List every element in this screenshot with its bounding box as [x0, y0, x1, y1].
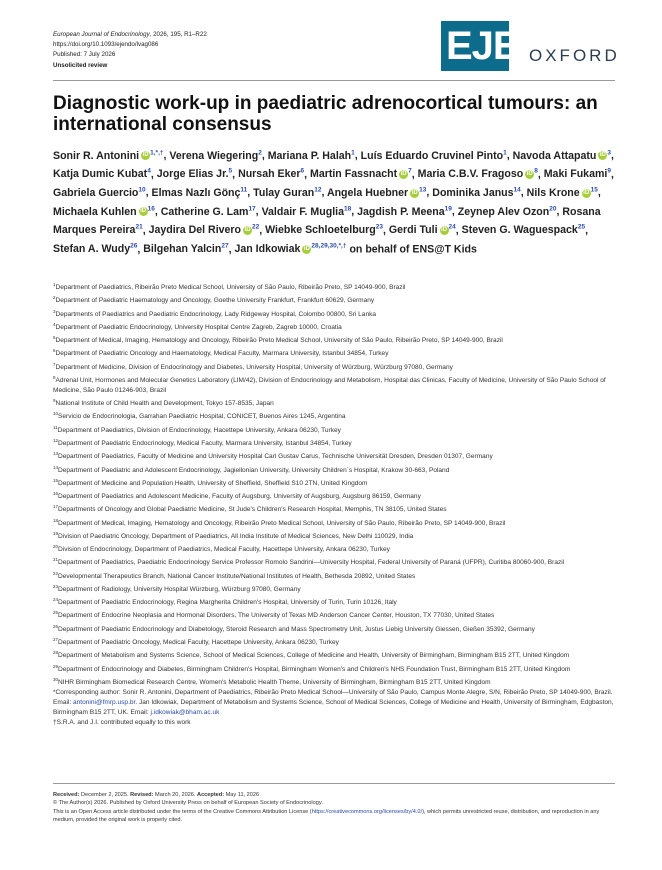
orcid-icon[interactable]: iD	[411, 189, 418, 196]
author-affiliation-ref[interactable]: 2	[258, 149, 262, 156]
affiliation-text: Department of Endocrine Neoplasia and Hormonal Disorders, The University of Texas MD Anderson Cancer Center, Houston, TX 77030, United States	[58, 612, 495, 620]
affiliation-text: Developmental Therapeutics Branch, National Cancer Institute/National Institutes of Health, Bethesda 20892, United States	[58, 572, 416, 580]
author	[310, 168, 412, 180]
author-name: Mariana P. Halah	[267, 149, 352, 162]
author-name: Stefan A. Wudy	[53, 243, 131, 256]
author-affiliation-ref[interactable]: 21	[135, 223, 143, 231]
author-affiliation-ref[interactable]: 8	[534, 167, 538, 175]
author	[53, 206, 155, 218]
affiliation	[53, 346, 617, 359]
affiliations	[53, 280, 617, 728]
affiliation-text: Department of Medical, Imaging, Hematology and Oncology, Ribeirão Preto Medical School, University of São Paulo, Ribeirão Preto, SP 14049-900, Brazil	[55, 337, 503, 345]
author	[143, 243, 228, 255]
author-affiliation-ref[interactable]: 25	[577, 223, 586, 231]
affiliation-text: Department of Medical, Imaging, Hematology and Oncology, Ribeirão Preto Medical School, University of São Paulo, Ribeirão Preto, SP 14049-900, Brazil	[58, 519, 506, 527]
history-dates: Received: December 2, 2025. Revised: March 20, 2026. Accepted: May 11, 2026	[53, 792, 260, 798]
author	[53, 150, 164, 162]
affiliation	[53, 595, 617, 608]
author-name: Elmas Nazlı Gönç	[151, 187, 241, 199]
affiliation-number: 18	[53, 517, 59, 523]
header-divider	[53, 80, 615, 81]
author-affiliation-ref[interactable]: 3	[607, 149, 612, 156]
affiliation-number: 13	[53, 451, 59, 457]
email-link[interactable]: antonini@fmrp.usp.br	[73, 699, 136, 707]
affiliation	[53, 396, 617, 409]
author-name: Zeynep Alev Ozon	[457, 205, 550, 218]
affiliation-text: Department of Endocrinology and Diabetes, Birmingham Children's Hospital, Birmingham Women's and Children's NHS Foundation Trust, Birmingham B15 2TT, United Kingdom	[58, 665, 571, 673]
author-name: Valdair F. Muglia	[261, 205, 344, 218]
affiliation	[53, 622, 617, 635]
affiliation-text: Departments of Paediatrics and Paediatric Endocrinology, Lady Ridgeway Hospital, Colombo 00800, Sri Lanka	[55, 310, 377, 318]
author-affiliation-ref[interactable]: 16	[147, 205, 155, 213]
affiliation-text: Department of Paediatric Oncology, Medical Faculty, Hacettepe University, Ankara 06230, Turkey	[58, 639, 339, 647]
author	[149, 224, 260, 236]
citation: , 2026, 195, R1–R22	[149, 31, 207, 38]
author	[527, 187, 598, 199]
affiliation	[53, 489, 617, 502]
affiliation-number: 7	[53, 361, 56, 367]
author-name: Angela Huebner	[326, 187, 409, 199]
author	[53, 243, 137, 255]
eje-logo-text: EJE	[446, 24, 519, 68]
published-date: Published: 7 July 2026	[53, 51, 116, 59]
affiliation-text: Department of Paediatrics, Ribeirão Preto Medical School, University of São Paulo, Ribeirão Preto, SP 14049-900, Brazil	[55, 284, 406, 292]
affiliation	[53, 360, 617, 373]
author	[238, 168, 304, 180]
license: This is an Open Access article distributed under the terms of the Creative Commons Attribution License (https://creativecommons.org/licenses/by/4.0/), which permits unrestricted reuse, distribution, and reproduction in any medium, provided the original work is properly cited.	[53, 808, 600, 824]
author	[253, 187, 321, 199]
author-affiliation-ref[interactable]: 10	[138, 186, 146, 194]
affiliation	[53, 662, 617, 675]
affiliation-text: National Institute of Child Health and Development, Tokyo 157-8535, Japan	[55, 400, 274, 408]
affiliation-number: 19	[53, 530, 59, 536]
author-name: Wiebke Schloetelburg	[265, 224, 376, 237]
author-name: Nursah Eker	[238, 168, 301, 181]
orcid-icon[interactable]: iD	[244, 227, 251, 234]
author-affiliation-ref[interactable]: 22	[252, 223, 260, 231]
affiliation-text: Department of Medicine, Division of Endocrinology and Diabetes, University Hospital, University of Würzburg, Würzburg 97080, Germany	[55, 363, 453, 371]
doi-link[interactable]: https://doi.org/10.1093/ejendo/lvag086	[53, 41, 159, 49]
affiliation-number: 12	[53, 438, 59, 444]
author-name: Navoda Attapatu	[512, 149, 597, 162]
affiliation	[53, 608, 617, 621]
affiliation-number: 6	[53, 348, 56, 354]
affiliation	[53, 449, 617, 462]
author-affiliation-ref[interactable]: 27	[221, 242, 229, 250]
affiliation	[53, 502, 617, 515]
author-name: Gabriela Guercio	[53, 187, 139, 199]
author-name: Nils Krone	[526, 187, 580, 199]
affiliation-number: 21	[53, 557, 59, 563]
author-affiliation-ref[interactable]: 18	[343, 205, 352, 213]
affiliation-text: Division of Paediatric Oncology, Department of Paediatrics, All India Institute of Medical Sciences, New Delhi 110029, India	[58, 533, 414, 541]
copyright: © The Author(s) 2026. Published by Oxford University Press on behalf of European Society of Endocrinology.	[53, 800, 323, 807]
affiliation-text: Adrenal Unit, Hormones and Molecular Genetics Laboratory (LIM/42), Division of Endocrinology and Metabolism, Hospital das Clinicas, Faculty of Medicine, University of São Paulo School of Medicine, São Paulo 01246-903, Brazil	[53, 377, 606, 395]
author-affiliation-ref[interactable]: 9	[607, 167, 611, 175]
author	[389, 224, 456, 236]
footer-divider	[53, 783, 615, 784]
affiliation-text: NIHR Birmingham Biomedical Research Centre, Women's Metabolic Health Theme, University of Birmingham, Birmingham B15 2TT, United Kingdom	[58, 678, 491, 686]
affiliation-number: 9	[53, 398, 56, 404]
author-name: Tulay Guran	[253, 187, 315, 199]
author-affiliation-ref[interactable]: 26	[130, 242, 138, 250]
affiliation	[53, 320, 617, 333]
author	[432, 187, 520, 199]
author-name: Luís Eduardo Cruvinel Pinto	[360, 149, 504, 162]
author-name: Bilgehan Yalcin	[143, 243, 222, 256]
affiliation-number: 3	[53, 308, 56, 314]
affiliation-number: 23	[53, 583, 59, 589]
corresponding-author: *Corresponding author: Sonir R. Antonini, Department of Paediatrics, Ribeirão Preto Medical School—University of São Paulo, Campus Monte Alegre, S/N, Ribeirão Preto, SP 14049-900, Brazil. Email: antonini@fmrp.usp.br. Jan Idkowiak, Department of Metabolism and Systems Science, School of Medical Sciences, College of Medicine and Health, University of Birmingham, Edgbaston, Birmingham B15 2TT, UK. Email: j.idkowiak@bham.ac.uk	[53, 689, 614, 717]
affiliation	[53, 293, 617, 306]
author-name: Maria C.B.V. Fragoso	[417, 168, 524, 181]
author-name: Verena Wiegering	[169, 149, 259, 162]
affiliation	[53, 648, 617, 661]
orcid-icon[interactable]: iD	[303, 245, 310, 252]
affiliation-text: Departments of Oncology and Global Paediatric Medicine, St Jude's Children's Research Hospital, Memphis, TN 38105, United States	[58, 506, 447, 514]
affiliation-number: 10	[53, 411, 59, 417]
author-name: Jorge Elias Jr.	[156, 168, 229, 181]
author-name: Katja Dumic Kubat	[53, 168, 148, 181]
affiliation	[53, 476, 617, 489]
affiliation-number: 26	[53, 623, 59, 629]
affiliation-number: 11	[53, 424, 58, 430]
affiliation-number: 14	[53, 464, 59, 470]
author-affiliation-ref[interactable]: 7	[408, 167, 412, 175]
affiliation-text: Department of Paediatrics, Division of Endocrinology, Hacettepe University, Ankara 06230, Turkey	[57, 426, 341, 434]
affiliation-text: Department of Metabolism and Systems Science, School of Medical Sciences, College of Medicine and Health, University of Birmingham, Birmingham B15 2TT, United Kingdom	[58, 652, 570, 660]
affiliation	[53, 307, 617, 320]
author	[462, 224, 585, 236]
author-affiliation-ref[interactable]: 17	[248, 205, 256, 213]
author-name: Maki Fukami	[543, 168, 608, 181]
publisher-logo: OXFORD	[529, 46, 620, 65]
author	[152, 187, 248, 199]
affiliation-text: Servicio de Endocrinologia, Garrahan Paediatric Hospital, CONICET, Buenos Aires 1245, Argentina	[58, 413, 346, 421]
author-affiliation-ref[interactable]: 11	[240, 186, 248, 194]
author-name: Steven G. Waguespack	[461, 224, 578, 237]
equal-contribution-note: †S.R.A. and J.I. contributed equally to this work	[53, 719, 191, 727]
affiliation-text: Department of Paediatrics, Paediatric Endocrinology Service Professor Romolo Sandrini—University Hospital, Federal University of Paraná (UFPR), Curitiba 80060-900, Brazil	[58, 559, 565, 567]
author	[265, 224, 383, 236]
journal-name: European Journal of Endocrinology	[53, 31, 150, 38]
orcid-icon[interactable]: iD	[142, 152, 149, 159]
orcid-icon[interactable]: iD	[526, 170, 533, 177]
author-affiliation-ref[interactable]: 14	[513, 186, 521, 194]
author-affiliation-ref[interactable]: 4	[147, 167, 151, 175]
affiliation-text: Department of Paediatrics, Faculty of Medicine and University Hospital Carl Gustav Carus, Technische Universität Dresden, Dresden 01307, Germany	[58, 453, 493, 461]
author	[327, 187, 426, 199]
group-author: on behalf of ENS@T Kids	[349, 243, 477, 256]
affiliation	[53, 280, 617, 293]
author	[513, 150, 611, 162]
affiliation-number: 16	[53, 491, 59, 497]
orcid-icon[interactable]: iD	[441, 227, 448, 234]
affiliation	[53, 516, 617, 529]
affiliation-text: Department of Paediatric Endocrinology, University Hospital Centre Zagreb, Zagreb 10000, Croatia	[55, 323, 342, 331]
author	[161, 206, 256, 218]
email-link[interactable]: j.idkowiak@bham.ac.uk	[150, 709, 220, 717]
affiliation-number: 20	[53, 544, 59, 550]
author-name: Martin Fassnacht	[310, 168, 398, 181]
author-name: Dominika Janus	[432, 187, 514, 199]
affiliation-number: 29	[53, 663, 59, 669]
author-name: Sonir R. Antonini	[53, 149, 140, 162]
orcid-icon[interactable]: iD	[140, 208, 147, 215]
author	[458, 206, 557, 218]
author-name: Gerdi Tuli	[388, 224, 438, 237]
author-name: Jagdish P. Meena	[357, 205, 445, 218]
article-title: Diagnostic work-up in paediatric adrenocortical tumours: an international consensus	[53, 93, 598, 135]
author-list: Sonir R. Antonini iD $^{1,*,\dagger}$, Verena Wiegering$^2$, Mariana P. Halah$^1$, Luís Eduardo Cruvinel Pinto$^1$, Navoda Attapatu iD $^3$, Katja Dumic Kubat$^4$, Jorge Elias Jr.$^5$, Nursah Eker$^6$, Martin Fassnacht iD $^7$, Maria C.B.V. Fragoso iD $^8$, Maki Fukami$^9$, Gabriela Guercio$^{10}$, Elmas Nazlı Gönç$^{11}$, Tulay Guran$^{12}$, Angela Huebner iD $^{13}$, Dominika Janus$^{14}$, Nils Krone iD $^{15}$, Michaela Kuhlen iD $^{16}$, Catherine G. Lam$^{17}$, Valdair F. Muglia$^{18}$, Jagdish P. Meena$^{19}$, Zeynep Alev Ozon$^{20}$, Rosana Marques Pereira$^{21}$, Jaydira Del Rivero iD $^{22}$, Wiebke Schloetelburg$^{23}$, Gerdi Tuli iD $^{24}$, Steven G. Waguespack$^{25}$, Stefan A. Wudy$^{26}$, Bilgehan Yalcin$^{27}$, Jan Idkowiak iD $^{28,29,30,*,\dagger}$ on behalf of ENS@T Kids	[53, 149, 614, 256]
author	[361, 150, 507, 162]
author	[234, 243, 346, 255]
affiliation-text: Department of Paediatric Haematology and Oncology, Goethe University Frankfurt, Frankfurt 60629, Germany	[55, 297, 375, 305]
author	[169, 150, 261, 162]
affiliation	[53, 463, 617, 476]
article-type: Unsolicited review	[53, 61, 108, 69]
author-affiliation-ref[interactable]: 1	[351, 149, 355, 156]
author-name: Rosana Marques Pereira	[53, 205, 601, 237]
author	[544, 168, 611, 180]
affiliation	[53, 635, 617, 648]
affiliation-text: Department of Medicine and Population Health, University of Sheffield, Sheffield S10 2TN, United Kingdom	[58, 479, 368, 487]
affiliation-number: 15	[53, 477, 59, 483]
license-link[interactable]: https://creativecommons.org/licenses/by/4.0/	[311, 808, 423, 815]
affiliation-text: Department of Paediatrics and Adolescent Medicine, Faculty of Augsburg, University of Augsburg, Augsburg 86159, Germany	[58, 493, 421, 501]
author-affiliation-ref[interactable]: 6	[300, 167, 305, 175]
affiliation	[53, 333, 617, 346]
affiliation	[53, 436, 617, 449]
author-affiliation-ref[interactable]: 24	[448, 223, 456, 231]
author	[418, 168, 538, 180]
article-meta	[53, 30, 207, 71]
author-affiliation-ref[interactable]: 1	[503, 149, 507, 156]
affiliation	[53, 569, 617, 582]
affiliation-text: Department of Paediatric Oncology and Haematology, Medical Faculty, Marmara University, Istanbul 34854, Turkey	[55, 350, 389, 358]
author-name: Catherine G. Lam	[160, 205, 249, 218]
affiliation-number: 8	[53, 374, 56, 380]
affiliation	[53, 373, 617, 396]
author-affiliation-ref[interactable]: 5	[228, 167, 233, 175]
affiliation-number: 1	[53, 282, 56, 287]
affiliation	[53, 555, 617, 568]
affiliation-number: 27	[53, 637, 59, 642]
author	[268, 150, 355, 162]
affiliation-number: 28	[53, 650, 59, 656]
affiliation	[53, 582, 617, 595]
article-footer	[53, 791, 617, 825]
author	[357, 206, 452, 218]
affiliation-number: 5	[53, 335, 56, 341]
author	[262, 206, 352, 218]
author-affiliation-ref[interactable]: 28,29,30,*,†	[311, 242, 347, 250]
affiliation-text: Department of Radiology, University Hospital Würzburg, Würzburg 97080, Germany	[58, 586, 301, 594]
affiliation	[53, 675, 617, 688]
affiliation	[53, 423, 617, 436]
orcid-icon[interactable]: iD	[583, 189, 590, 196]
affiliation-number: 22	[53, 570, 59, 576]
author	[53, 168, 151, 180]
author-name: Michaela Kuhlen	[53, 205, 137, 218]
affiliation-number: 4	[53, 321, 56, 327]
author-affiliation-ref[interactable]: 20	[549, 205, 557, 213]
affiliation	[53, 542, 617, 555]
author-affiliation-ref[interactable]: 19	[444, 205, 452, 213]
author-affiliation-ref[interactable]: 23	[375, 223, 383, 231]
affiliation-text: Department of Paediatric Endocrinology, Regina Margherita Children's Hospital, University of Turin, Turin 10126, Italy	[58, 599, 397, 607]
affiliation-number: 17	[53, 504, 59, 510]
author-affiliation-ref[interactable]: 1,*,†	[150, 149, 164, 156]
affiliation-text: Department of Paediatric Endocrinology, Medical Faculty, Marmara University, Istanbul 34854, Turkey	[58, 440, 352, 448]
author-affiliation-ref[interactable]: 15	[590, 186, 598, 194]
author-name: Jan Idkowiak	[234, 243, 301, 256]
author-affiliation-ref[interactable]: 12	[314, 186, 322, 194]
affiliation-number: 25	[53, 610, 59, 616]
affiliation-number: 30	[53, 676, 59, 682]
author	[157, 168, 232, 180]
affiliation	[53, 409, 617, 422]
affiliation	[53, 529, 617, 542]
affiliation-number: 2	[53, 295, 56, 301]
affiliation-text: Department of Paediatric Endocrinology and Diabetology, Steroid Research and Mass Spectrometry Unit, Justus Liebig University Giessen, Gießen 35392, Germany	[58, 625, 535, 633]
author	[53, 187, 146, 199]
author-name: Jaydira Del Rivero	[148, 224, 242, 237]
affiliation-number: 24	[53, 597, 59, 603]
affiliation-text: Department of Paediatric and Adolescent Endocrinology, Jagiellonian University, University Children`s Hospital, Krakow 30-663, Poland	[58, 466, 450, 474]
author-affiliation-ref[interactable]: 13	[419, 186, 427, 194]
orcid-icon[interactable]: iD	[400, 170, 407, 177]
orcid-icon[interactable]: iD	[599, 152, 606, 159]
affiliation-text: Division of Endocrinology, Department of Paediatrics, Medical Faculty, Hacettepe University, Ankara 06230, Turkey	[58, 546, 390, 554]
